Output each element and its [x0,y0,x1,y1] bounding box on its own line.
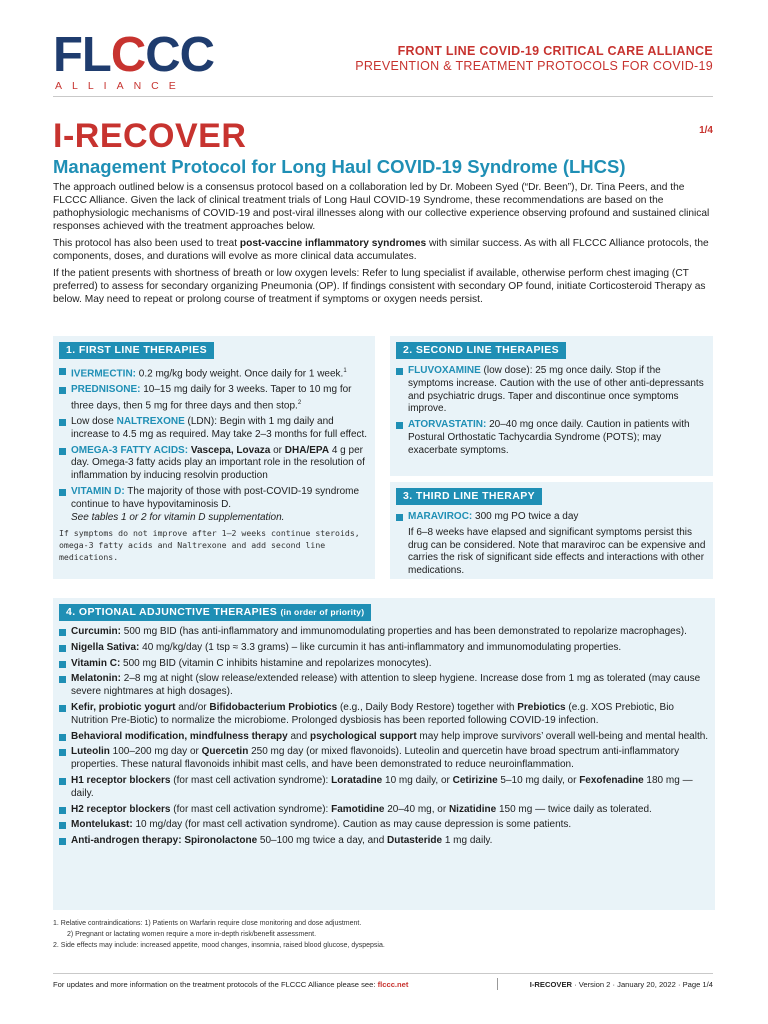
bullet-square-icon [59,368,66,375]
bullet-square-icon [59,676,66,683]
footer-separator [497,978,498,990]
bullet-square-icon [396,422,403,429]
header-divider [53,96,713,97]
section-heading-third-line: 3. THIRD LINE THERAPY [396,488,542,505]
list-item: Vitamin C: 500 mg BID (vitamin C inhibits histamine and repolarizes monocytes). [59,658,709,671]
page-subtitle: Management Protocol for Long Haul COVID-19 Syndrome (LHCS) [53,156,626,177]
bullet-square-icon [59,705,66,712]
header-tagline [355,44,713,74]
bullet-square-icon [59,807,66,814]
footer-version: I-RECOVER · Version 2 · January 20, 2022 · Page 1/4 [529,980,713,989]
bullet-square-icon [59,645,66,652]
flccc-logo [53,28,215,92]
intro-section [53,181,715,310]
list-item: Kefir, probiotic yogurt and/or Bifidobacterium Probiotics (e.g., Daily Body Restore) together with Prebiotics (e.g. XOS Prebiotic, Bio Nutrition Pre-Biotic) to normalize the microbiome. Prolonged dysbiosis has been reported following COVID-19 infection. [59,702,709,728]
intro-paragraph-1: The approach outlined below is a consensus protocol based on a collaboration led by Dr. Mobeen Syed (“Dr. Been”), Dr. Tina Peers, and the FLCCC Alliance. Given the lack of clinical treatment trials of Long Haul COVID-19 Syndrome, these recommendations are based on the pathophysiologic mechanisms of COVID-19 and post-viral illnesses along with our collective experience observing profound and sustained clinical responses achieved with the treatment approaches below. [53,182,710,232]
footnote-1b: 2) Pregnant or lactating women require a more in-depth risk/benefit assessment. [67,931,317,938]
bullet-square-icon [59,489,66,496]
bullet-square-icon [59,448,66,455]
footnote-2: 2. Side effects may include: increased appetite, mood changes, insomnia, raised blood glucose, dyspepsia. [53,942,385,949]
third-line-list [396,511,707,524]
list-item: Nigella Sativa: 40 mg/kg/day (1 tsp ≈ 3.3 grams) – like curcumin it has anti-inflammatory and immunomodulating properties. [59,642,709,655]
page-number: 1/4 [699,125,713,136]
section-heading-second-line: 2. SECOND LINE THERAPIES [396,342,566,359]
optional-therapies-list [59,626,709,848]
third-line-description: If 6–8 weeks have elapsed and significant symptoms persist this drug can be considered. Note that maraviroc can be expensive and carries the risk of significant side effects and interactions with other medications. [408,526,706,577]
second-line-therapies-panel [390,336,713,476]
bullet-square-icon [59,838,66,845]
footnote-1: 1. Relative contraindications: 1) Patients on Warfarin require close monitoring and dose adjustment. [53,920,362,927]
section-heading-first-line: 1. FIRST LINE THERAPIES [59,342,214,359]
list-item: Montelukast: 10 mg/day (for mast cell activation syndrome). Caution as may cause depression is some patients. [59,819,709,832]
list-item: Melatonin: 2–8 mg at night (slow release/extended release) with attention to sleep hygiene. Increase dose from 1 mg as tolerated (may cause severe nightmares at high dosages). [59,673,709,699]
bullet-square-icon [396,368,403,375]
intro-paragraph-2: This protocol has also been used to treat post-vaccine inflammatory syndromes with similar success. As with all FLCCC Alliance protocols, the components, doses, and durations will evolve as more clinical data accumulates. [53,238,709,262]
intro-paragraph-3: If the patient presents with shortness of breath or low oxygen levels: Refer to lung specialist if available, otherwise perform chest imaging (CT preferred) to assess for secondary organizing Pneumonia (OP). If findings consistent with secondary OP found, initiate Corticosteroid Therapy as below. May need to repeat or prolong course of treatment if symptoms or oxygen needs persist. [53,268,706,305]
list-item: ATORVASTATIN: 20–40 mg once daily. Caution in patients with Postural Orthostatic Tachycardia Syndrome (POTS); may exacerbate symptoms. [396,419,707,457]
list-item: Anti-androgen therapy: Spironolactone 50–100 mg twice a day, and Dutasteride 1 mg daily. [59,835,709,848]
page-title: I-RECOVER [53,117,247,155]
list-item: PREDNISONE: 10–15 mg daily for 3 weeks. Taper to 10 mg for three days, then 5 mg for three days and then stop.$^2$ [59,384,369,413]
first-line-list [59,365,369,524]
list-item: Curcumin: 500 mg BID (has anti-inflammatory and immunomodulating properties and has been demonstrated to repolarize macrophages). [59,626,709,639]
list-item: MARAVIROC: 300 mg PO twice a day [396,511,707,524]
header-line-2: PREVENTION & TREATMENT PROTOCOLS FOR COVID-19 [355,59,713,73]
bullet-square-icon [59,778,66,785]
bullet-square-icon [59,749,66,756]
logo-text-fl: FL [53,28,111,82]
third-line-therapy-panel [390,482,713,579]
bullet-square-icon [59,629,66,636]
list-item: IVERMECTIN: 0.2 mg/kg body weight. Once daily for 1 week.$^1$ [59,365,369,381]
section-heading-optional: 4. OPTIONAL ADJUNCTIVE THERAPIES (in order of priority) [59,604,371,621]
bullet-square-icon [59,822,66,829]
second-line-list [396,365,707,458]
list-item: VITAMIN D: The majority of those with post-COVID-19 syndrome continue to have hypovitaminosis D. See tables 1 or 2 for vitamin D supplementation. [59,486,369,524]
footer-divider [53,973,713,974]
list-item: Luteolin 100–200 mg day or Quercetin 250 mg day (or mixed flavonoids). Luteolin and quercetin have broad spectrum anti-inflammatory properties. These natural flavonoids inhibit mast cells, and have been demonstrated to reduce neuroinflammation. [59,746,709,772]
logo-text-cc: CC [145,28,215,82]
optional-adjunctive-therapies-panel [53,598,715,910]
list-item: H2 receptor blockers (for mast cell activation syndrome): Famotidine 20–40 mg, or Nizatidine 150 mg — twice daily as tolerated. [59,804,709,817]
logo-text-c: C [110,28,146,82]
footnotes [53,919,715,952]
list-item: Low dose NALTREXONE (LDN): Begin with 1 mg daily and increase to 4.5 mg as required. May take 2–3 months for full effect. [59,416,369,442]
list-item: H1 receptor blockers (for mast cell activation syndrome): Loratadine 10 mg daily, or Cetirizine 5–10 mg daily, or Fexofenadine 180 mg — daily. [59,775,709,801]
list-item: OMEGA-3 FATTY ACIDS: Vascepa, Lovaza or DHA/EPA 4 g per day. Omega-3 fatty acids play an important role in the resolution of inflammation by inducing resolvin production [59,445,369,483]
footer-info: For updates and more information on the treatment protocols of the FLCCC Alliance please see: flccc.net [53,980,409,989]
bullet-square-icon [396,514,403,521]
header-line-1: FRONT LINE COVID-19 CRITICAL CARE ALLIANCE [397,44,713,58]
first-line-therapies-panel [53,336,375,579]
first-line-note: If symptoms do not improve after 1–2 weeks continue steroids, omega-3 fatty acids and Naltrexone and add second line medications. [59,528,360,563]
logo-subtext: ALLIANCE [55,80,186,92]
list-item: Behavioral modification, mindfulness therapy and psychological support may help improve survivors’ overall well-being and mental health. [59,731,709,744]
list-item: FLUVOXAMINE (low dose): 25 mg once daily. Stop if the symptoms increase. Caution with the use of other anti-depressants and psychiatric drugs. Taper and discontinue once symptoms improve. [396,365,707,416]
bullet-square-icon [59,387,66,394]
bullet-square-icon [59,419,66,426]
flccc-link[interactable]: flccc.net [377,980,409,989]
bullet-square-icon [59,734,66,741]
bullet-square-icon [59,661,66,668]
